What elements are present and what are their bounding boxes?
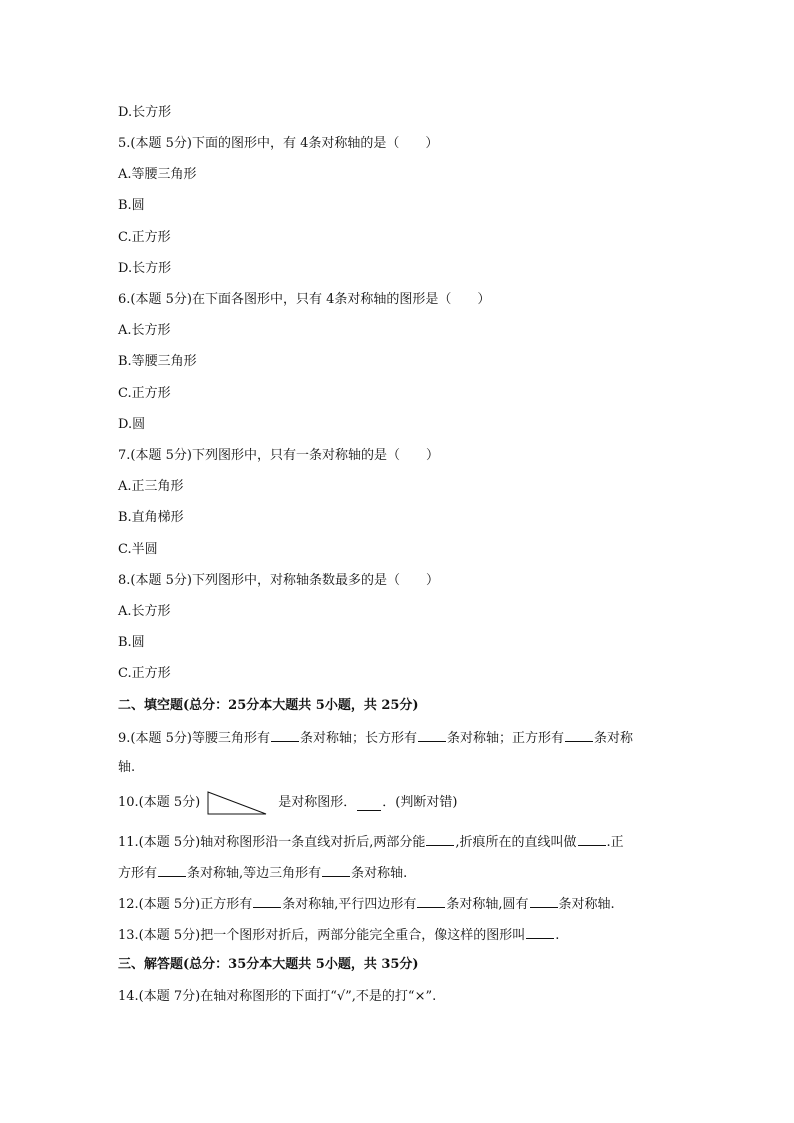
answer-blank[interactable]: [158, 862, 186, 877]
q11-text: 条对称轴.: [351, 866, 408, 881]
q12-text: 条对称轴,圆有: [446, 897, 529, 912]
q12-text: 12.(本题 5分)正方形有: [118, 897, 253, 912]
section-answer-heading: 三、解答题(总分：35分本大题共 5小题，共 35分): [118, 957, 419, 972]
q9-text: 条对称轴；正方形有: [446, 731, 564, 746]
q13-text: 13.(本题 5分)把一个图形对折后，两部分能完全重合，像这样的图形叫: [118, 928, 526, 943]
q11-text: 条对称轴,等边三角形有: [187, 866, 322, 881]
question-9-continued: 轴.: [118, 760, 136, 775]
option-c: C.半圆: [118, 542, 158, 557]
q13-text: .: [555, 928, 560, 943]
option-d: D.长方形: [118, 261, 172, 276]
option-c: C.正方形: [118, 666, 171, 681]
question-12: [118, 893, 615, 915]
option-a: A.长方形: [118, 604, 171, 619]
q9-text: 条对称轴；长方形有: [299, 731, 417, 746]
section-fill-in-heading: 二、填空题(总分：25分本大题共 5小题，共 25分): [118, 698, 419, 713]
question-11: [118, 831, 624, 853]
question-9: [118, 727, 633, 749]
q11-text: .正: [606, 835, 624, 850]
option-b: B.圆: [118, 635, 145, 650]
answer-blank[interactable]: [417, 893, 445, 908]
answer-blank[interactable]: [322, 862, 350, 877]
answer-blank[interactable]: [271, 727, 299, 742]
option-d: D.圆: [118, 417, 146, 432]
answer-blank[interactable]: [578, 831, 606, 846]
q11-text: 方形有: [118, 866, 158, 881]
q11-text: ,折痕所在的直线叫做: [455, 835, 577, 850]
question-10: [118, 788, 457, 818]
q9-text: 9.(本题 5分)等腰三角形有: [118, 731, 270, 746]
q10-text: 是对称图形．: [278, 795, 357, 810]
question-14: 14.(本题 7分)在轴对称图形的下面打“√”,不是的打“×”.: [118, 989, 437, 1004]
option-c: C.正方形: [118, 386, 171, 401]
answer-blank[interactable]: [426, 831, 454, 846]
answer-blank[interactable]: [530, 893, 558, 908]
q12-text: 条对称轴.: [558, 897, 615, 912]
option-a: A.等腰三角形: [118, 167, 197, 182]
question-7: 7.(本题 5分)下列图形中，只有一条对称轴的是（ ）: [118, 448, 439, 463]
question-11-continued: [118, 862, 407, 884]
option-a: A.正三角形: [118, 479, 184, 494]
option-b: B.等腰三角形: [118, 354, 197, 369]
option-c: C.正方形: [118, 230, 171, 245]
option-b: B.圆: [118, 198, 145, 213]
answer-blank[interactable]: [253, 893, 281, 908]
option-b: B.直角梯形: [118, 510, 184, 525]
question-5: 5.(本题 5分)下面的图形中，有 4条对称轴的是（ ）: [118, 136, 439, 151]
answer-blank[interactable]: [357, 796, 381, 811]
q10-text: 10.(本题 5分): [118, 795, 201, 810]
answer-blank[interactable]: [565, 727, 593, 742]
question-8: 8.(本题 5分)下列图形中，对称轴条数最多的是（ ）: [118, 573, 439, 588]
option-a: A.长方形: [118, 323, 171, 338]
q11-text: 11.(本题 5分)轴对称图形沿一条直线对折后,两部分能: [118, 835, 426, 850]
answer-blank[interactable]: [526, 924, 554, 939]
question-13: [118, 924, 559, 946]
option-d: D.长方形: [118, 105, 172, 120]
question-6: 6.(本题 5分)在下面各图形中，只有 4条对称轴的图形是（ ）: [118, 292, 491, 307]
q10-text: ．(判断对错): [382, 795, 458, 810]
answer-blank[interactable]: [418, 727, 446, 742]
q9-text: 条对称: [593, 731, 633, 746]
right-triangle-figure: [206, 789, 270, 817]
q12-text: 条对称轴,平行四边形有: [282, 897, 417, 912]
